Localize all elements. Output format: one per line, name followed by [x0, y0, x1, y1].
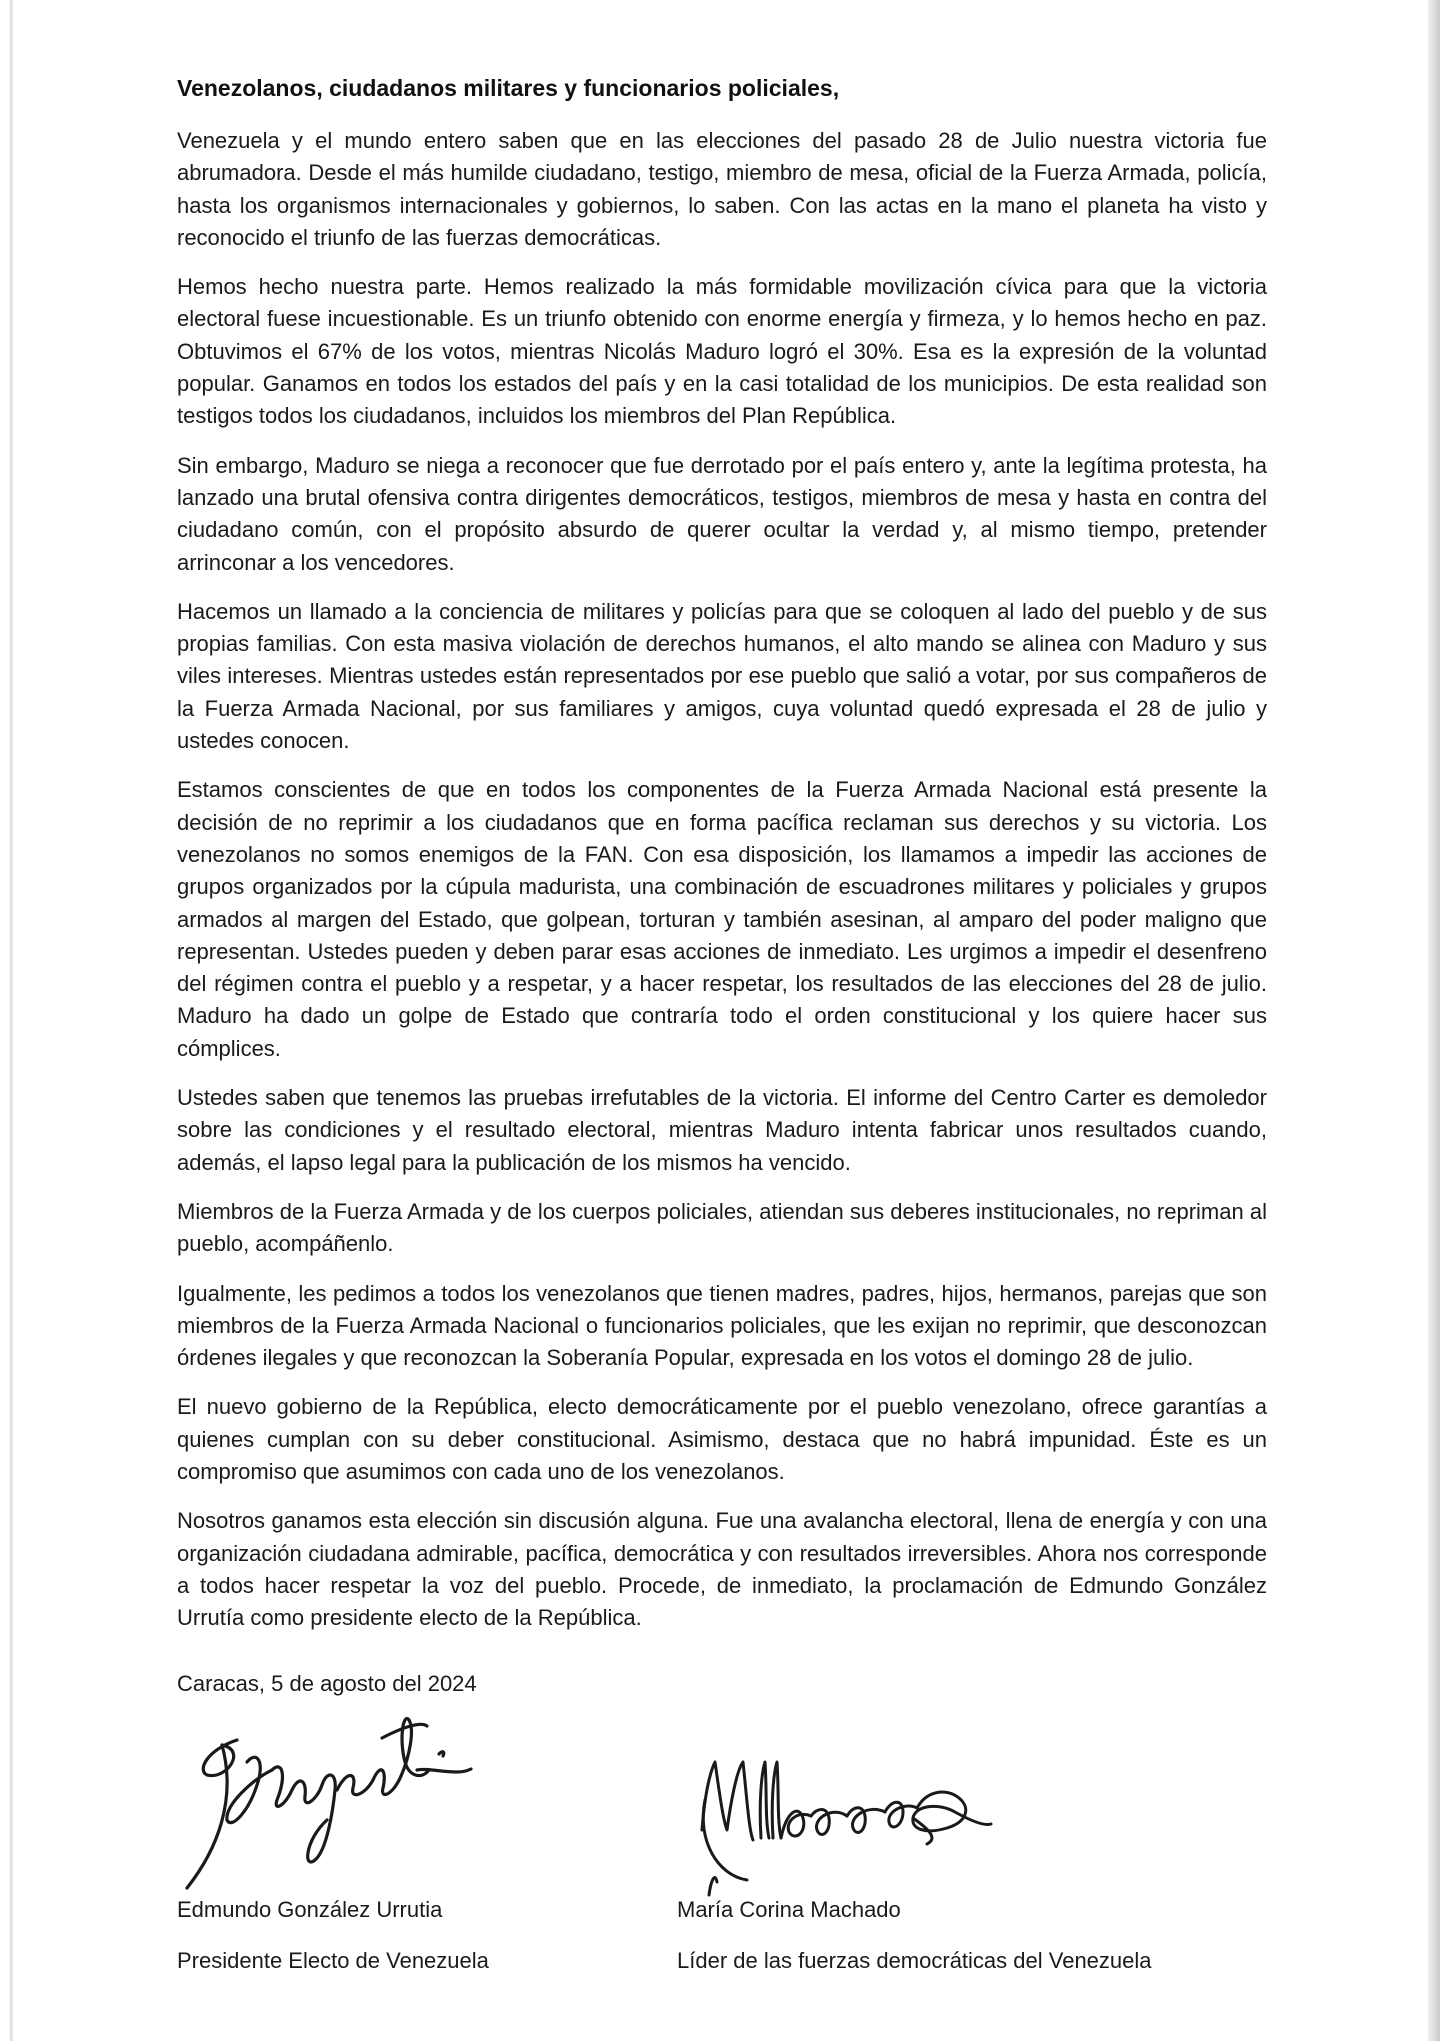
signature-machado-image: [677, 1500, 997, 1920]
signatory-title-gonzalez: Presidente Electo de Venezuela: [177, 1948, 489, 1973]
signature-gonzalez-image: [177, 1500, 477, 1900]
letter-paragraph: Nosotros ganamos esta elección sin discusión alguna. Fue una avalancha electoral, llena de energía y con una organización ciudadana admirable, pacífica, democrática y con resultados irreversibles. Ahora nos corresponde a todos hacer respetar la voz del pueblo. Procede, de inmediato, la proclamación de Edmundo González Urrutía como presidente electo de la República.: [177, 1508, 1267, 1631]
page-edge-left: [10, 0, 13, 2041]
signatory-name-machado: María Corina Machado: [677, 1897, 901, 1922]
letter-paragraph: Hacemos un llamado a la conciencia de militares y policías para que se coloquen al lado del pueblo y de sus propias familias. Con esta masiva violación de derechos humanos, el alto mando se alinea con Maduro y sus viles intereses. Mientras ustedes están representados por ese pueblo que salió a votar, por sus compañeros de la Fuerza Armada Nacional, por sus familiares y amigos, cuya voluntad quedó expresada el 28 de julio y ustedes conocen.: [177, 598, 1267, 754]
letter-paragraph: Igualmente, les pedimos a todos los venezolanos que tienen madres, padres, hijos, hermanos, parejas que son miembros de la Fuerza Armada Nacional o funcionarios policiales, que les exijan no reprimir, que desconozcan órdenes ilegales y que reconozcan la Soberanía Popular, expresada en los votos el domingo 28 de julio.: [177, 1280, 1267, 1371]
page-edge-right: [1428, 0, 1440, 2041]
signatory-name-gonzalez: Edmundo González Urrutia: [177, 1897, 443, 1922]
letter-paragraph: El nuevo gobierno de la República, electo democráticamente por el pueblo venezolano, ofrece garantías a quienes cumplan con su deber constitucional. Asimismo, destaca que no habrá impunidad. Éste es un compromiso que asumimos con cada uno de los venezolanos.: [177, 1394, 1267, 1484]
letter-paragraph: Venezuela y el mundo entero saben que en las elecciones del pasado 28 de Julio nuestra victoria fue abrumadora. Desde el más humilde ciudadano, testigo, miembro de mesa, oficial de la Fuerza Armada, policía, hasta los organismos internacionales y gobiernos, lo saben. Con las actas en la mano el planeta ha visto y reconocido el triunfo de las fuerzas democráticas.: [177, 128, 1267, 250]
letter-body: [177, 72, 1267, 1700]
letter-paragraph: Hemos hecho nuestra parte. Hemos realizado la más formidable movilización cívica para que la victoria electoral fuese incuestionable. Es un triunfo obtenido con enorme energía y firmeza, y lo hemos hecho en paz. Obtuvimos el 67% de los votos, mientras Nicolás Maduro logró el 30%. Esa es la expresión de la voluntad popular. Ganamos en todos los estados del país y en la casi totalidad de los municipios. De esta realidad son testigos todos los ciudadanos, incluidos los miembros del Plan República.: [177, 274, 1267, 429]
letter-salutation: Venezolanos, ciudadanos militares y funcionarios policiales,: [177, 75, 840, 101]
letter-paragraph: Ustedes saben que tenemos las pruebas irrefutables de la victoria. El informe del Centro Carter es demoledor sobre las condiciones y el resultado electoral, mientras Maduro intenta fabricar unos resultados cuando, además, el lapso legal para la publicación de los mismos ha vencido.: [177, 1085, 1267, 1175]
letter-date: Caracas, 5 de agosto del 2024: [177, 1671, 477, 1697]
letter-paragraph: Sin embargo, Maduro se niega a reconocer que fue derrotado por el país entero y, ante la legítima protesta, ha lanzado una brutal ofensiva contra dirigentes democráticos, testigos, miembros de mesa y hasta en contra del ciudadano común, con el propósito absurdo de querer ocultar la verdad y, al mismo tiempo, pretender arrinconar a los vencedores.: [177, 452, 1267, 575]
letter-paragraph: Miembros de la Fuerza Armada y de los cuerpos policiales, atiendan sus deberes institucionales, no repriman al pueblo, acompáñenlo.: [177, 1198, 1267, 1257]
letter-paragraph: Estamos conscientes de que en todos los componentes de la Fuerza Armada Nacional está presente la decisión de no reprimir a los ciudadanos que en forma pacífica reclaman sus derechos y su victoria. Los venezolanos no somos enemigos de la FAN. Con esa disposición, los llamamos a impedir las acciones de grupos organizados por la cúpula madurista, una combinación de escuadrones militares y policiales y grupos armados al margen del Estado, que golpean, torturan y también asesinan, al amparo del poder maligno que representan. Ustedes pueden y deben parar esas acciones de inmediato. Les urgimos a impedir el desenfreno del régimen contra el pueblo y a respetar, y a hacer respetar, los resultados de las elecciones del 28 de julio. Maduro ha dado un golpe de Estado que contraría todo el orden constitucional y los quiere hacer sus cómplices.: [177, 777, 1267, 1061]
signatory-title-machado: Líder de las fuerzas democráticas del Venezuela: [677, 1948, 1152, 1973]
signature-section: [177, 1500, 1267, 1980]
